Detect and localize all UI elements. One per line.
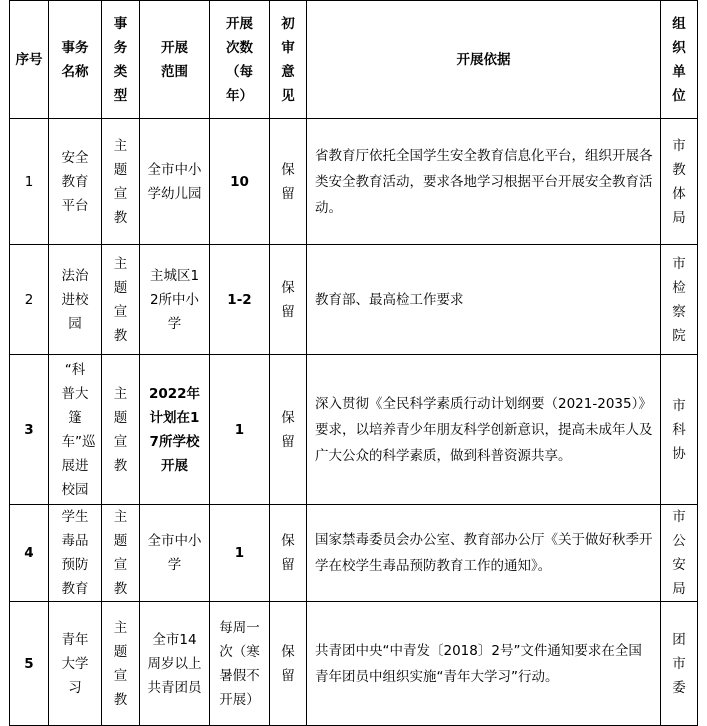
- cell-count: 1-2: [210, 245, 270, 355]
- cell-opinion: 保留: [270, 355, 307, 505]
- cell-basis: 共青团中央“中青发〔2018〕2号”文件通知要求在全国青年团员中组织实施“青年大学习”行动。: [307, 602, 661, 726]
- header-type: 事务类型: [102, 1, 140, 119]
- cell-scope: 主城区12所中小学: [140, 245, 210, 355]
- cell-org: 市检察院: [661, 245, 698, 355]
- cell-count: 1: [210, 355, 270, 505]
- header-name: 事务名称: [49, 1, 102, 119]
- table-row: [10, 119, 698, 245]
- affairs-table: [9, 0, 698, 726]
- cell-count: 每周一次（寒暑假不开展）: [210, 602, 270, 726]
- cell-opinion: 保留: [270, 119, 307, 245]
- header-scope: 开展范围: [140, 1, 210, 119]
- cell-org: 团市委: [661, 602, 698, 726]
- header-basis: 开展依据: [307, 1, 661, 119]
- cell-scope: 全市中小学: [140, 505, 210, 602]
- cell-count: 10: [210, 119, 270, 245]
- cell-opinion: 保留: [270, 245, 307, 355]
- cell-basis: 教育部、最高检工作要求: [307, 245, 661, 355]
- cell-basis: 省教育厅依托全国学生安全教育信息化平台，组织开展各类安全教育活动，要求各地学习根据平台开展安全教育活动。: [307, 119, 661, 245]
- cell-scope: 2022年计划在17所学校开展: [140, 355, 210, 505]
- cell-seq: 4: [10, 505, 49, 602]
- cell-type: 主题宣教: [102, 245, 140, 355]
- cell-seq: 1: [10, 119, 49, 245]
- cell-opinion: 保留: [270, 602, 307, 726]
- cell-name: 安全教育平台: [49, 119, 102, 245]
- cell-seq: 5: [10, 602, 49, 726]
- cell-scope: 全市14周岁以上共青团员: [140, 602, 210, 726]
- cell-scope: 全市中小学幼儿园: [140, 119, 210, 245]
- cell-count: 1: [210, 505, 270, 602]
- cell-name: 法治进校园: [49, 245, 102, 355]
- header-org: 组织单位: [661, 1, 698, 119]
- cell-name: 学生毒品预防教育: [49, 505, 102, 602]
- header-seq: 序号: [10, 1, 49, 119]
- cell-type: 主题宣教: [102, 119, 140, 245]
- cell-org: 市教体局: [661, 119, 698, 245]
- table-row: [10, 245, 698, 355]
- header-opinion: 初审意见: [270, 1, 307, 119]
- cell-org: 市科协: [661, 355, 698, 505]
- header-row: [10, 1, 698, 119]
- table-row: [10, 602, 698, 726]
- cell-basis: 国家禁毒委员会办公室、教育部办公厅《关于做好秋季开学在校学生毒品预防教育工作的通知》。: [307, 505, 661, 602]
- cell-type: 主题宣教: [102, 505, 140, 602]
- header-count: 开展次数（每年）: [210, 1, 270, 119]
- table-row: [10, 505, 698, 602]
- cell-opinion: 保留: [270, 505, 307, 602]
- cell-type: 主题宣教: [102, 355, 140, 505]
- cell-seq: 2: [10, 245, 49, 355]
- table-row: [10, 355, 698, 505]
- cell-type: 主题宣教: [102, 602, 140, 726]
- cell-seq: 3: [10, 355, 49, 505]
- cell-name: 青年大学习: [49, 602, 102, 726]
- cell-org: 市公安局: [661, 505, 698, 602]
- cell-basis: 深入贯彻《全民科学素质行动计划纲要（2021-2035）》要求，以培养青少年朋友科学创新意识，提高未成年人及广大公众的科学素质，做到科普资源共享。: [307, 355, 661, 505]
- cell-name: “科普大篷车”巡展进校园: [49, 355, 102, 505]
